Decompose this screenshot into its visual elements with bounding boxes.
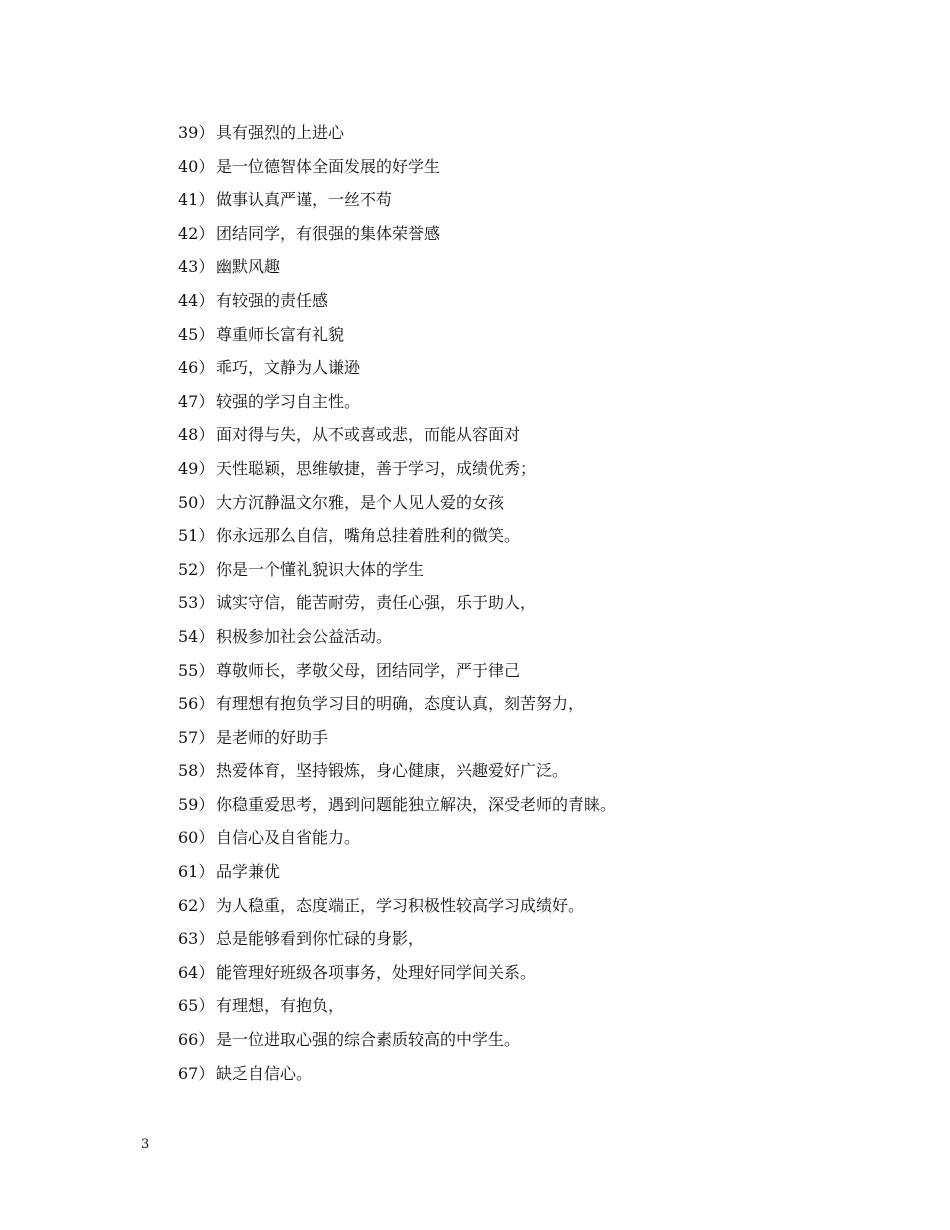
item-text: 尊重师长富有礼貌 bbox=[216, 324, 345, 344]
list-item bbox=[178, 418, 878, 452]
list-item bbox=[178, 385, 878, 419]
list-item bbox=[178, 217, 878, 251]
item-number: 44） bbox=[178, 290, 215, 310]
item-number: 62） bbox=[178, 895, 215, 915]
list-item bbox=[178, 150, 878, 184]
list-item bbox=[178, 486, 878, 520]
item-number: 53） bbox=[178, 593, 215, 613]
list-item bbox=[178, 989, 878, 1023]
item-number: 43） bbox=[178, 257, 215, 277]
item-number: 46） bbox=[178, 358, 215, 378]
item-number: 55） bbox=[178, 660, 215, 680]
list-item bbox=[178, 1057, 878, 1091]
item-text: 乖巧，文静为人谦逊 bbox=[216, 358, 361, 378]
item-number: 56） bbox=[178, 694, 215, 714]
item-number: 52） bbox=[178, 559, 215, 579]
item-number: 66） bbox=[178, 1030, 215, 1050]
item-text: 是一位德智体全面发展的好学生 bbox=[216, 156, 441, 176]
list-item bbox=[178, 351, 878, 385]
item-text: 有较强的责任感 bbox=[216, 290, 329, 310]
item-number: 50） bbox=[178, 492, 215, 512]
item-number: 65） bbox=[178, 996, 215, 1016]
item-text: 面对得与失，从不或喜或悲，而能从容面对 bbox=[216, 425, 521, 445]
page-number: 3 bbox=[141, 1137, 150, 1152]
item-text: 缺乏自信心。 bbox=[216, 1063, 313, 1083]
item-number: 57） bbox=[178, 727, 215, 747]
item-text: 团结同学，有很强的集体荣誉感 bbox=[216, 223, 441, 243]
item-text: 是一位进取心强的综合素质较高的中学生。 bbox=[216, 1030, 521, 1050]
item-number: 49） bbox=[178, 458, 215, 478]
item-text: 你永远那么自信，嘴角总挂着胜利的微笑。 bbox=[216, 526, 521, 546]
list-item bbox=[178, 553, 878, 587]
item-number: 61） bbox=[178, 862, 215, 882]
item-text: 有理想，有抱负， bbox=[216, 996, 345, 1016]
item-text: 总是能够看到你忙碌的身影， bbox=[216, 929, 425, 949]
item-number: 41） bbox=[178, 190, 215, 210]
list-item bbox=[178, 754, 878, 788]
comment-list bbox=[178, 116, 878, 1090]
item-text: 热爱体育，坚持锻炼，身心健康，兴趣爱好广泛。 bbox=[216, 761, 569, 781]
list-item bbox=[178, 721, 878, 755]
item-text: 能管理好班级各项事务，处理好同学间关系。 bbox=[216, 962, 537, 982]
item-text: 做事认真严谨，一丝不苟 bbox=[216, 190, 393, 210]
list-item bbox=[178, 452, 878, 486]
item-number: 42） bbox=[178, 223, 215, 243]
list-item bbox=[178, 250, 878, 284]
item-number: 40） bbox=[178, 156, 215, 176]
list-item bbox=[178, 586, 878, 620]
item-number: 51） bbox=[178, 526, 215, 546]
list-item bbox=[178, 956, 878, 990]
item-number: 58） bbox=[178, 761, 215, 781]
list-item bbox=[178, 855, 878, 889]
list-item bbox=[178, 788, 878, 822]
item-number: 54） bbox=[178, 626, 215, 646]
list-item bbox=[178, 620, 878, 654]
item-text: 有理想有抱负学习目的明确，态度认真，刻苦努力， bbox=[216, 694, 585, 714]
item-text: 大方沉静温文尔雅，是个人见人爱的女孩 bbox=[216, 492, 505, 512]
item-text: 较强的学习自主性。 bbox=[216, 391, 361, 411]
item-text: 你稳重爱思考，遇到问题能独立解决，深受老师的青睐。 bbox=[216, 794, 617, 814]
list-item bbox=[178, 519, 878, 553]
item-number: 47） bbox=[178, 391, 215, 411]
item-text: 尊敬师长，孝敬父母，团结同学，严于律己 bbox=[216, 660, 521, 680]
item-number: 60） bbox=[178, 828, 215, 848]
list-item bbox=[178, 116, 878, 150]
list-item bbox=[178, 889, 878, 923]
item-text: 天性聪颖，思维敏捷，善于学习，成绩优秀； bbox=[216, 458, 537, 478]
list-item bbox=[178, 1023, 878, 1057]
item-text: 具有强烈的上进心 bbox=[216, 123, 345, 142]
item-number: 39） bbox=[178, 123, 215, 142]
list-item bbox=[178, 284, 878, 318]
item-text: 自信心及自省能力。 bbox=[216, 828, 361, 848]
item-text: 幽默风趣 bbox=[216, 257, 281, 277]
item-text: 诚实守信，能苦耐劳，责任心强，乐于助人， bbox=[216, 593, 537, 613]
item-number: 59） bbox=[178, 794, 215, 814]
item-text: 是老师的好助手 bbox=[216, 727, 329, 747]
list-item bbox=[178, 654, 878, 688]
item-number: 67） bbox=[178, 1063, 215, 1083]
list-item bbox=[178, 318, 878, 352]
list-item bbox=[178, 687, 878, 721]
item-number: 45） bbox=[178, 324, 215, 344]
item-text: 为人稳重，态度端正，学习积极性较高学习成绩好。 bbox=[216, 895, 585, 915]
item-number: 64） bbox=[178, 962, 215, 982]
list-item bbox=[178, 821, 878, 855]
item-text: 你是一个懂礼貌识大体的学生 bbox=[216, 559, 425, 579]
item-text: 品学兼优 bbox=[216, 862, 281, 882]
item-number: 48） bbox=[178, 425, 215, 445]
list-item bbox=[178, 183, 878, 217]
list-item bbox=[178, 922, 878, 956]
item-number: 63） bbox=[178, 929, 215, 949]
item-text: 积极参加社会公益活动。 bbox=[216, 626, 393, 646]
